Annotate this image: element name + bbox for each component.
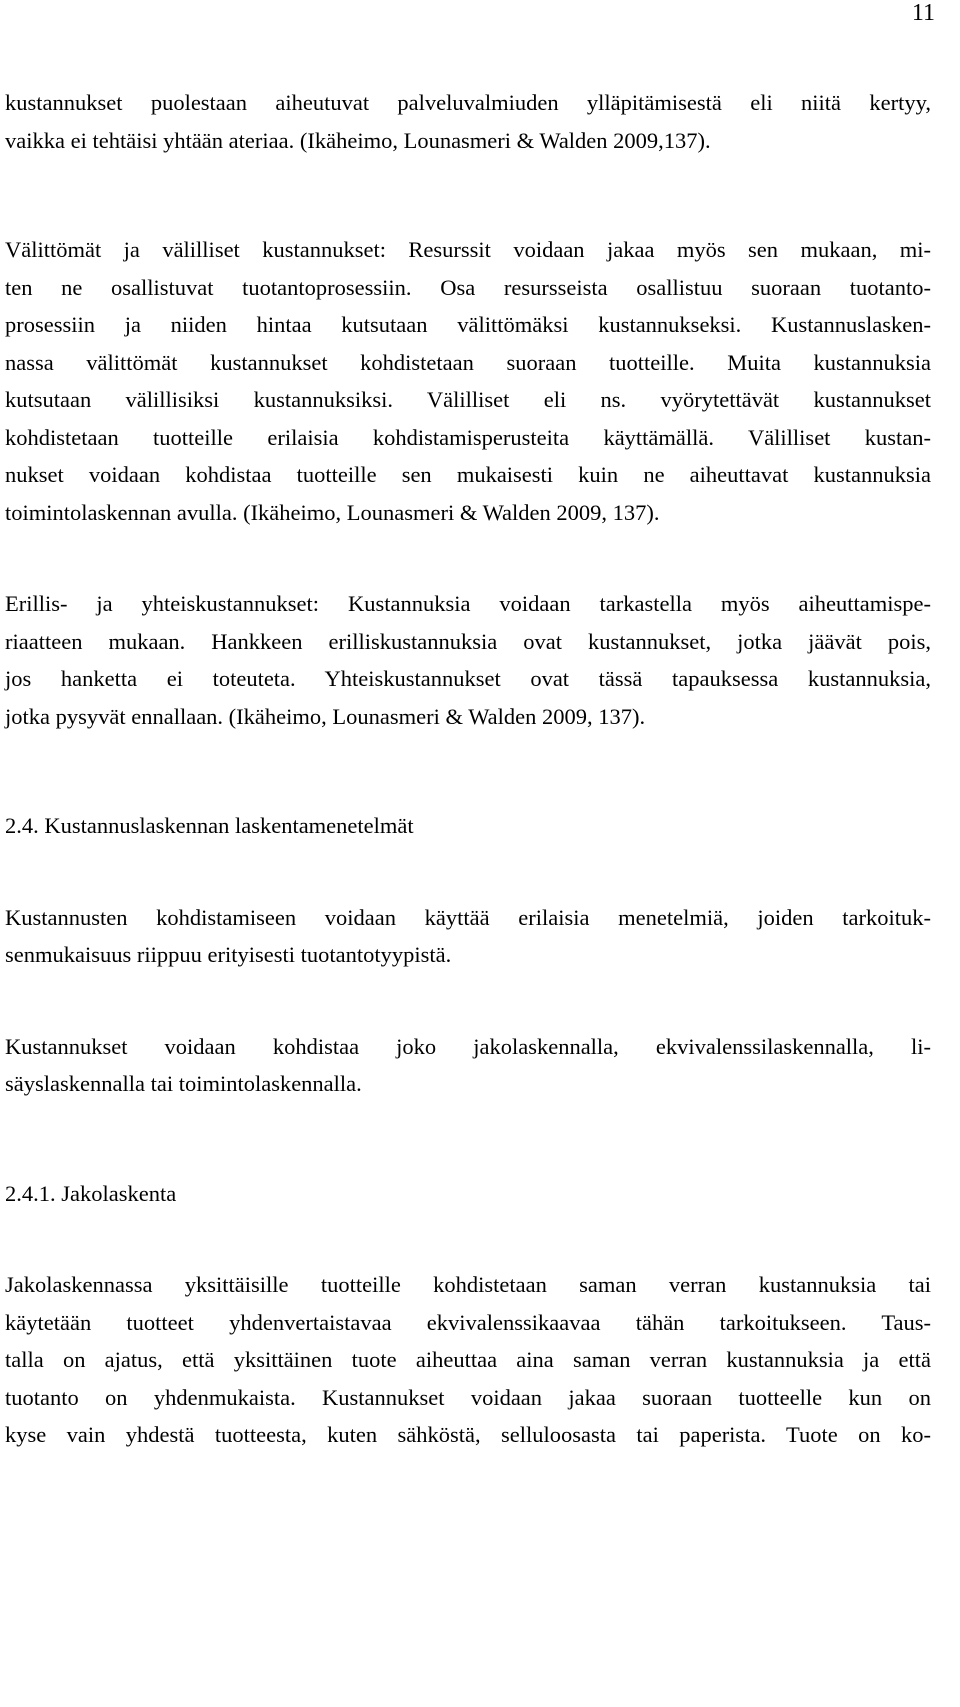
section-heading: 2.4. Kustannuslaskennan laskentamenetelmät [5, 813, 414, 838]
text-line: nassa välittömät kustannukset kohdistetaan suoraan tuotteille. Muita kustannuksia [5, 349, 931, 375]
paragraph-direct-indirect-costs [5, 231, 931, 531]
text-line: Jakolaskennassa yksittäisille tuotteille kohdistetaan saman verran kustannuksia tai [5, 1272, 931, 1297]
text-line: nukset voidaan kohdistaa tuotteille sen mukaisesti kuin ne aiheuttavat kustannuksia [5, 462, 931, 487]
text-line: Erillis- ja yhteiskustannukset: Kustannuksia voidaan tarkastella myös aiheuttamispe- [5, 591, 931, 616]
text-line: kutsutaan välillisiksi kustannuksiksi. Välilliset eli ns. vyörytettävät kustannukset [5, 387, 931, 412]
text-line: säyslaskennalla tai toimintolaskennalla. [5, 1071, 362, 1096]
paragraph-continued [5, 84, 931, 159]
paragraph-separate-common-costs [5, 585, 931, 735]
text-line: jotka pysyvät ennallaan. (Ikäheimo, Lounasmeri & Walden 2009, 137). [5, 703, 646, 729]
text-line: riaatteen mukaan. Hankkeen erilliskustannuksia ovat kustannukset, jotka jäävät pois, [5, 628, 931, 654]
subsection-heading: 2.4.1. Jakolaskenta [5, 1180, 177, 1206]
text-line: jos hanketta ei toteuteta. Yhteiskustannukset ovat tässä tapauksessa kustannuksia, [5, 666, 931, 691]
text-line: prosessiin ja niiden hintaa kutsutaan välittömäksi kustannukseksi. Kustannuslasken- [5, 312, 931, 337]
text-line: käytetään tuotteet yhdenvertaistavaa ekvivalenssikaavaa tähän tarkoitukseen. Taus- [5, 1309, 931, 1335]
text-line: toimintolaskennan avulla. (Ikäheimo, Lounasmeri & Walden 2009, 137). [5, 499, 660, 525]
text-line: kohdistetaan tuotteille erilaisia kohdistamisperusteita käyttämällä. Välilliset kustan- [5, 424, 931, 450]
document-body [5, 84, 931, 1454]
text-line: talla on ajatus, että yksittäinen tuote aiheuttaa aina saman verran kustannuksia ja että [5, 1347, 931, 1372]
page-number: 11 [911, 0, 935, 26]
paragraph-method-list [5, 1028, 931, 1103]
text-line: senmukaisuus riippuu erityisesti tuotantotyypistä. [5, 942, 452, 967]
paragraph-division-costing [5, 1266, 931, 1454]
text-line: Kustannukset voidaan kohdistaa joko jakolaskennalla, ekvivalenssilaskennalla, li- [5, 1033, 931, 1059]
text-line: kyse vain yhdestä tuotteesta, kuten sähköstä, selluloosasta tai paperista. Tuote on ko- [5, 1422, 931, 1447]
text-line: tuotanto on yhdenmukaista. Kustannukset voidaan jakaa suoraan tuotteelle kun on [5, 1384, 931, 1410]
text-line: Välittömät ja välilliset kustannukset: Resurssit voidaan jakaa myös sen mukaan, mi- [5, 237, 931, 262]
paragraph-allocation-methods [5, 899, 931, 974]
text-line: Kustannusten kohdistamiseen voidaan käyttää erilaisia menetelmiä, joiden tarkoituk- [5, 904, 931, 930]
text-line: kustannukset puolestaan aiheutuvat palveluvalmiuden ylläpitämisestä eli niitä kertyy, [5, 90, 931, 115]
text-line: vaikka ei tehtäisi yhtään ateriaa. (Ikäheimo, Lounasmeri & Walden 2009,137). [5, 127, 711, 153]
text-line: ten ne osallistuvat tuotantoprosessiin. Osa resursseista osallistuu suoraan tuotanto- [5, 274, 931, 300]
